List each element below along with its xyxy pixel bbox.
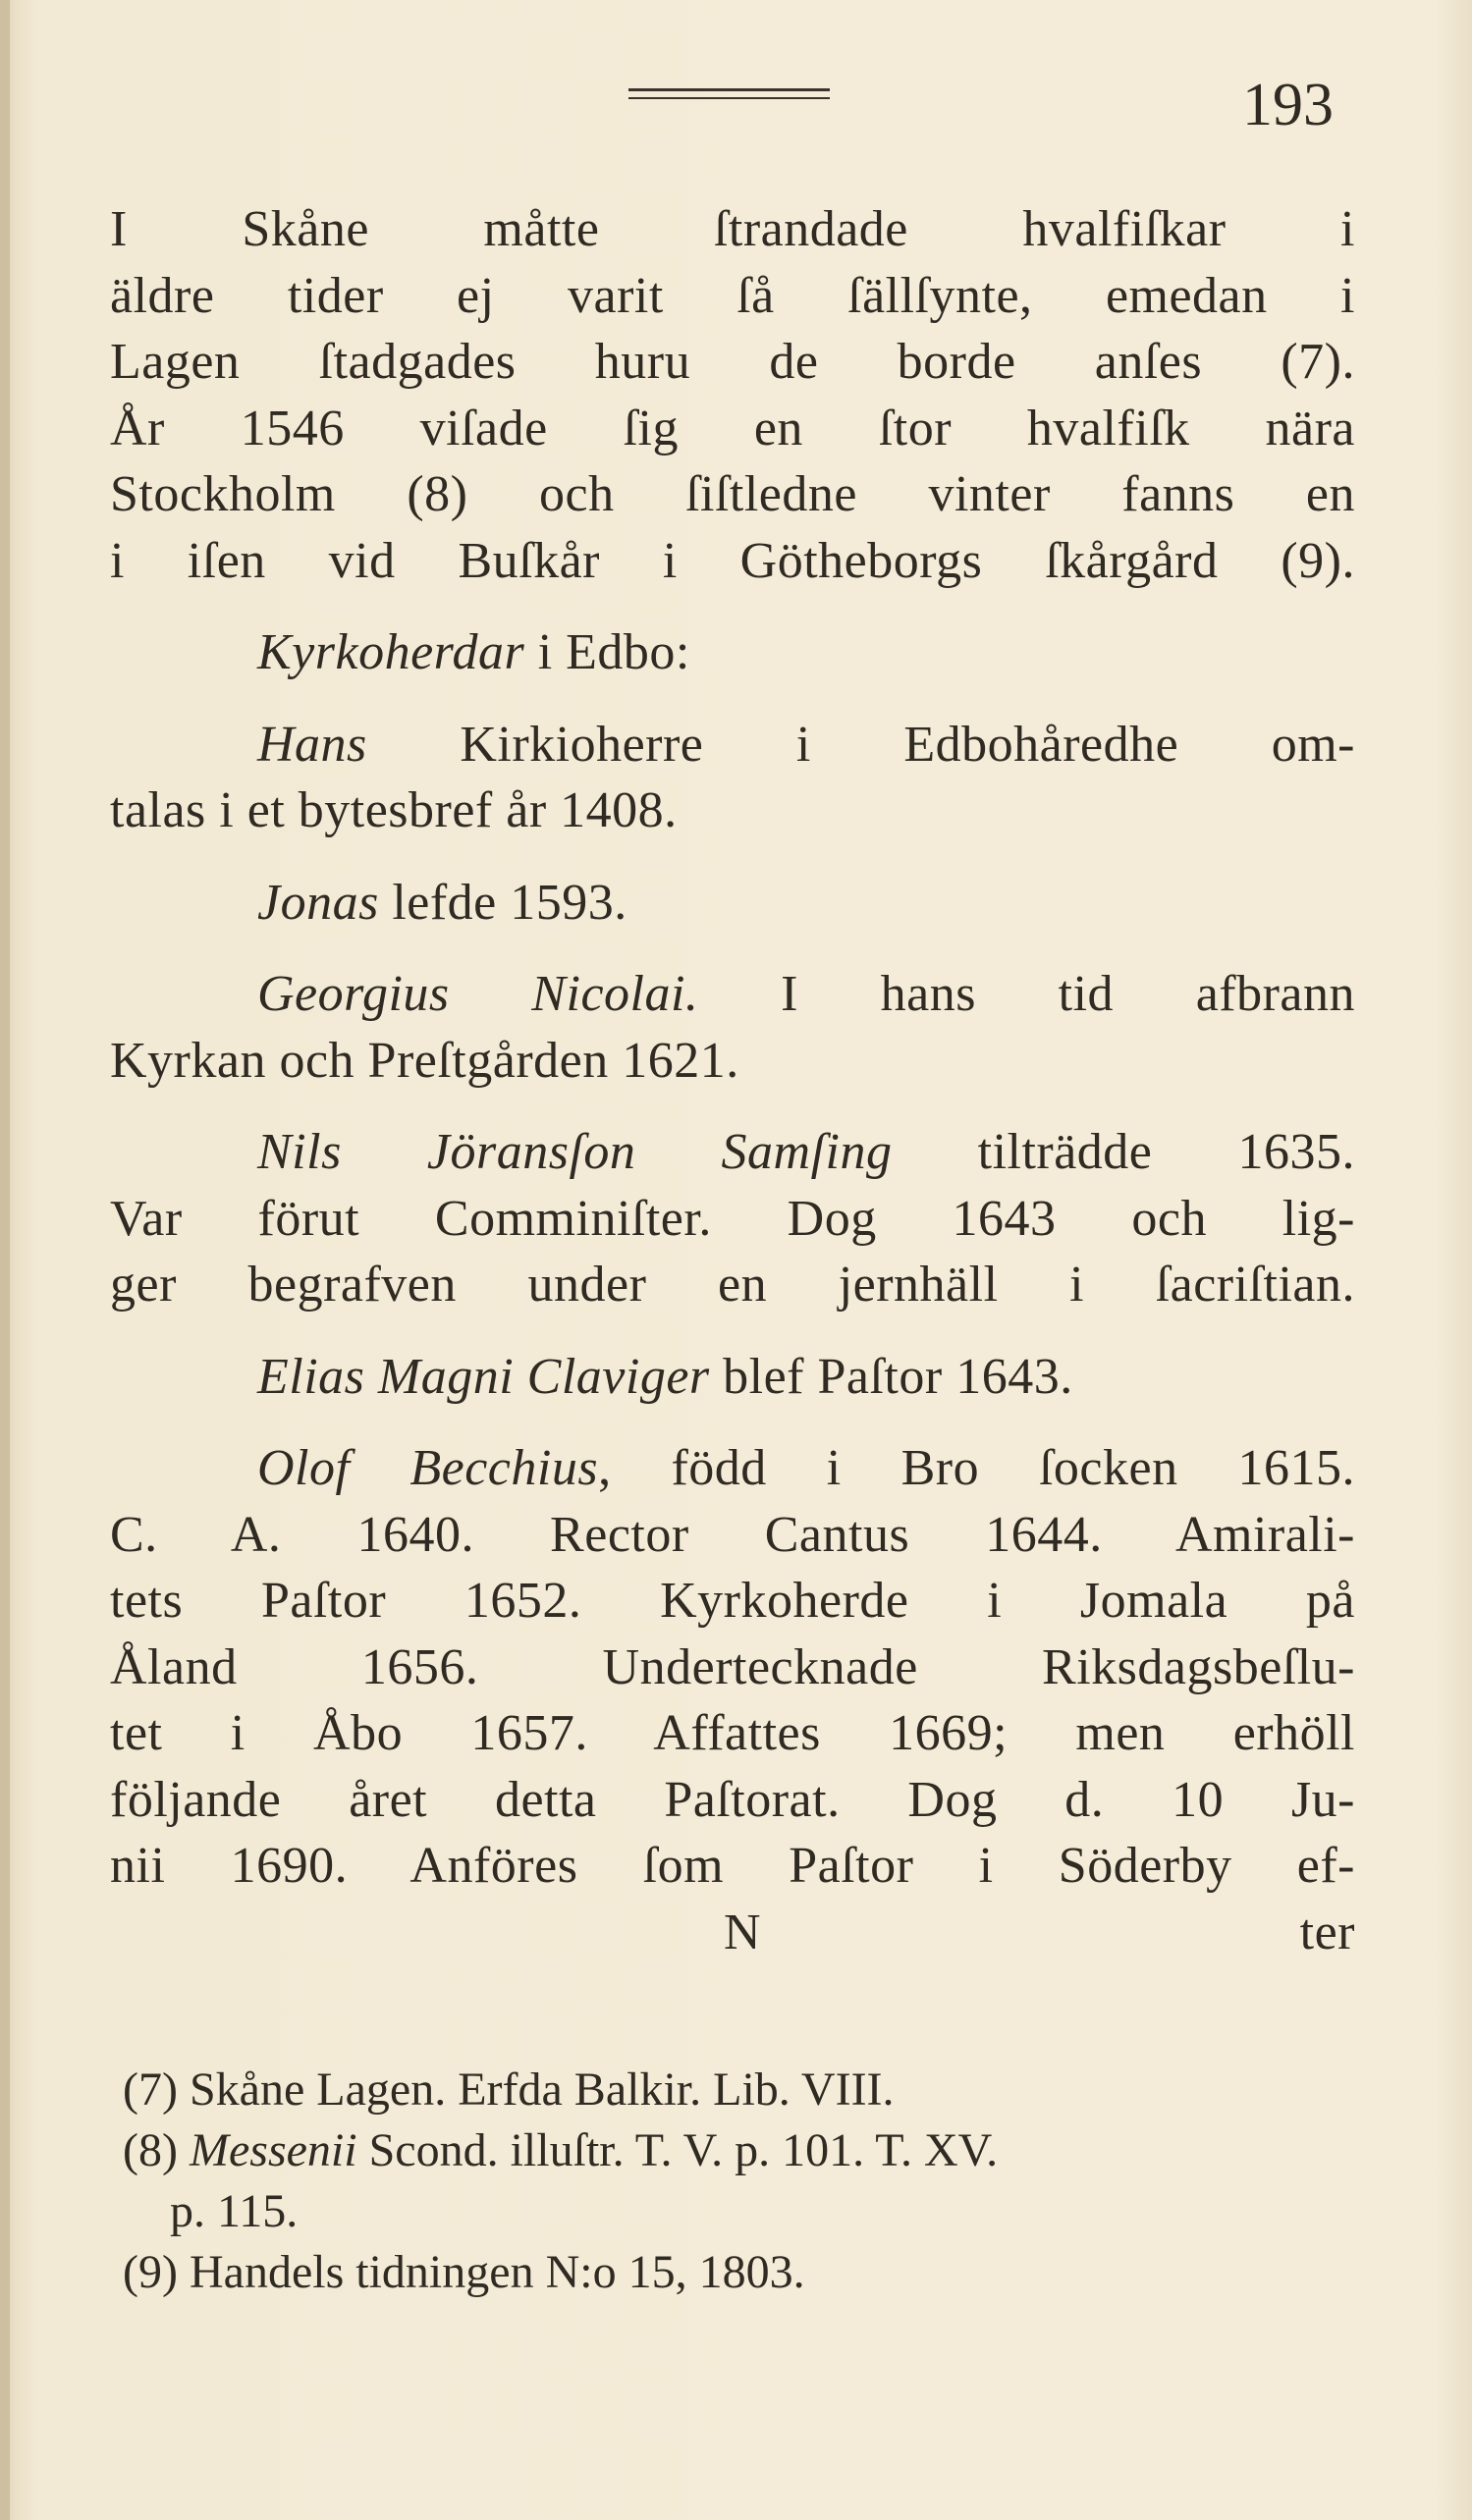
signature-line [110, 1900, 1355, 1965]
text-line: ger begrafven under en jernhäll i ſacriſtian. [110, 1257, 1355, 1313]
footnote-8-author: Messenii [189, 2124, 357, 2176]
entry-name: Georgius Nicolai. [257, 966, 699, 1022]
text-line: tet i Åbo 1657. Affattes 1669; men erhöll [110, 1705, 1355, 1761]
page-number: 193 [1242, 72, 1334, 138]
text-line: Var förut Comminiſter. Dog 1643 och lig- [110, 1190, 1355, 1247]
text-line: tets Paſtor 1652. Kyrkoherde i Jomala på [110, 1573, 1355, 1629]
catchword: ter [1299, 1903, 1355, 1960]
text-line: År 1546 viſade ſig en ſtor hvalfiſk nära [110, 400, 1355, 456]
text-line: följande året detta Paſtorat. Dog d. 10 Ju- [110, 1771, 1355, 1828]
entry-nils: Nils Jöransſon Samſing tilträdde 1635. [257, 1124, 1355, 1180]
text-line: äldre tider ej varit ſå ſällſynte, emedan i [110, 267, 1355, 324]
signature-mark: N [724, 1903, 762, 1960]
text-line: Åland 1656. Undertecknade Riksdagsbeſlu- [110, 1638, 1355, 1695]
footnote-8: (8) Messenii Scond. illuſtr. T. V. p. 101. T. XV. [123, 2124, 999, 2176]
text-line: nii 1690. Anföres ſom Paſtor i Söderby ef- [110, 1838, 1355, 1894]
entry-georgius: Georgius Nicolai. I hans tid afbrann [257, 966, 1355, 1022]
entry-name: Nils Jöransſon Samſing [257, 1124, 893, 1180]
entry-hans: Hans Kirkioherre i Edbohåredhe om- [257, 716, 1355, 773]
entry-olof: Olof Becchius, född i Bro ſocken 1615. [257, 1440, 1356, 1496]
text-line: Stockholm (8) och ſiſtledne vinter fanns en [110, 466, 1355, 522]
text-line: Kyrkan och Preſtgården 1621. [110, 1032, 739, 1089]
entry-name: Elias Magni Claviger [257, 1348, 710, 1405]
entry-elias: Elias Magni Claviger blef Paſtor 1643. [257, 1348, 1073, 1405]
footnote-7: (7) Skåne Lagen. Erfda Balkir. Lib. VIII. [123, 2064, 895, 2116]
footnote-9: (9) Handels tidningen N:o 15, 1803. [123, 2246, 805, 2298]
header-rule [628, 88, 830, 99]
entry-name: Hans [257, 716, 367, 773]
entry-name: Jonas [257, 874, 379, 931]
heading-italic: Kyrkoherdar [257, 624, 525, 680]
section-heading [110, 619, 1355, 686]
text-line: i iſen vid Buſkår i Götheborgs ſkårgård (9). [110, 532, 1355, 589]
heading-rest: i Edbo: [524, 624, 690, 680]
footnotes [123, 2060, 1360, 2303]
text-line: Lagen ſtadgades huru de borde anſes (7). [110, 334, 1355, 390]
entry-jonas: Jonas lefde 1593. [257, 874, 627, 931]
footnote-8-continued: p. 115. [170, 2185, 299, 2237]
book-spine [0, 0, 10, 2520]
entry-name: Olof Becchius [257, 1440, 599, 1496]
text-line: talas i et bytesbref år 1408. [110, 782, 678, 838]
text-line: I Skåne måtte ſtrandade hvalfiſkar i [110, 201, 1355, 257]
body-text [110, 196, 1355, 1965]
text-line: C. A. 1640. Rector Cantus 1644. Amirali- [110, 1506, 1355, 1563]
